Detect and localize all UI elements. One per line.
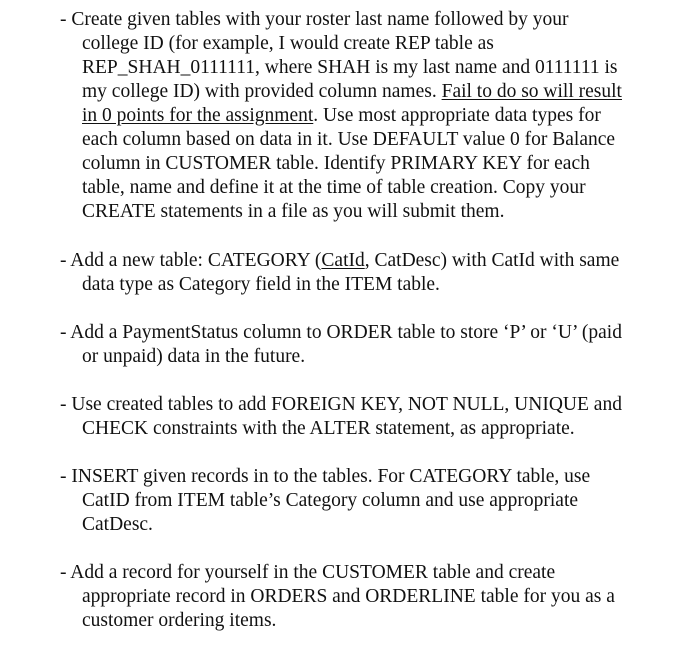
text-run: - Use created tables to add FOREIGN KEY, NOT NULL, UNIQUE and bbox=[60, 394, 622, 415]
text-run: REP_SHAH_0111111, where SHAH is my last name and 0111111 is bbox=[82, 57, 618, 78]
text-line bbox=[60, 609, 700, 633]
text-line bbox=[60, 465, 700, 489]
instruction-add-payment-status bbox=[60, 321, 700, 369]
text-line bbox=[60, 273, 700, 297]
text-run: - Add a PaymentStatus column to ORDER table to store ‘P’ or ‘U’ (paid bbox=[60, 322, 622, 343]
text-run: - INSERT given records in to the tables. For CATEGORY table, use bbox=[60, 466, 591, 487]
text-run: CatDesc. bbox=[82, 514, 153, 535]
text-line bbox=[60, 585, 700, 609]
text-run: each column based on data in it. Use DEFAULT value 0 for Balance bbox=[82, 129, 616, 150]
text-line bbox=[60, 32, 700, 56]
instruction-add-category-table bbox=[60, 249, 700, 297]
text-run: data type as Category field in the ITEM table. bbox=[82, 274, 440, 295]
text-line bbox=[60, 200, 700, 224]
text-line bbox=[60, 417, 700, 441]
text-run: college ID (for example, I would create REP table as bbox=[82, 33, 494, 54]
instruction-add-customer-record bbox=[60, 561, 700, 633]
text-run: CREATE statements in a file as you will submit them. bbox=[82, 201, 505, 222]
text-run: my college ID) with provided column names. bbox=[82, 81, 442, 102]
text-run: or unpaid) data in the future. bbox=[82, 346, 306, 367]
text-line bbox=[60, 176, 700, 200]
text-line bbox=[60, 489, 700, 513]
instruction-insert-records bbox=[60, 465, 700, 537]
underlined-text: in 0 points for the assignment bbox=[82, 105, 314, 126]
text-run: table, name and define it at the time of table creation. Copy your bbox=[82, 177, 586, 198]
text-run: CatID from ITEM table’s Category column and use appropriate bbox=[82, 490, 579, 511]
text-run: CHECK constraints with the ALTER statement, as appropriate. bbox=[82, 418, 575, 439]
text-run: , CatDesc) with CatId with same bbox=[364, 250, 620, 271]
instruction-add-constraints bbox=[60, 393, 700, 441]
text-line bbox=[60, 249, 700, 273]
instruction-create-tables bbox=[60, 8, 700, 224]
text-run: . Use most appropriate data types for bbox=[313, 105, 601, 126]
text-line bbox=[60, 152, 700, 176]
text-line bbox=[60, 345, 700, 369]
text-line bbox=[60, 393, 700, 417]
text-run: customer ordering items. bbox=[82, 610, 277, 631]
underlined-text: Fail to do so will result bbox=[441, 81, 622, 102]
text-line bbox=[60, 513, 700, 537]
text-run: column in CUSTOMER table. Identify PRIMARY KEY for each bbox=[82, 153, 590, 174]
text-run: - Create given tables with your roster last name followed by your bbox=[60, 9, 569, 30]
text-line bbox=[60, 56, 700, 80]
text-line bbox=[60, 104, 700, 128]
text-line bbox=[60, 128, 700, 152]
text-line bbox=[60, 321, 700, 345]
text-run: appropriate record in ORDERS and ORDERLINE table for you as a bbox=[82, 586, 615, 607]
text-run: - Add a record for yourself in the CUSTOMER table and create bbox=[60, 562, 556, 583]
text-run: - Add a new table: CATEGORY ( bbox=[60, 250, 322, 271]
text-line bbox=[60, 8, 700, 32]
text-line bbox=[60, 80, 700, 104]
underlined-text: CatId bbox=[321, 250, 365, 271]
text-line bbox=[60, 561, 700, 585]
